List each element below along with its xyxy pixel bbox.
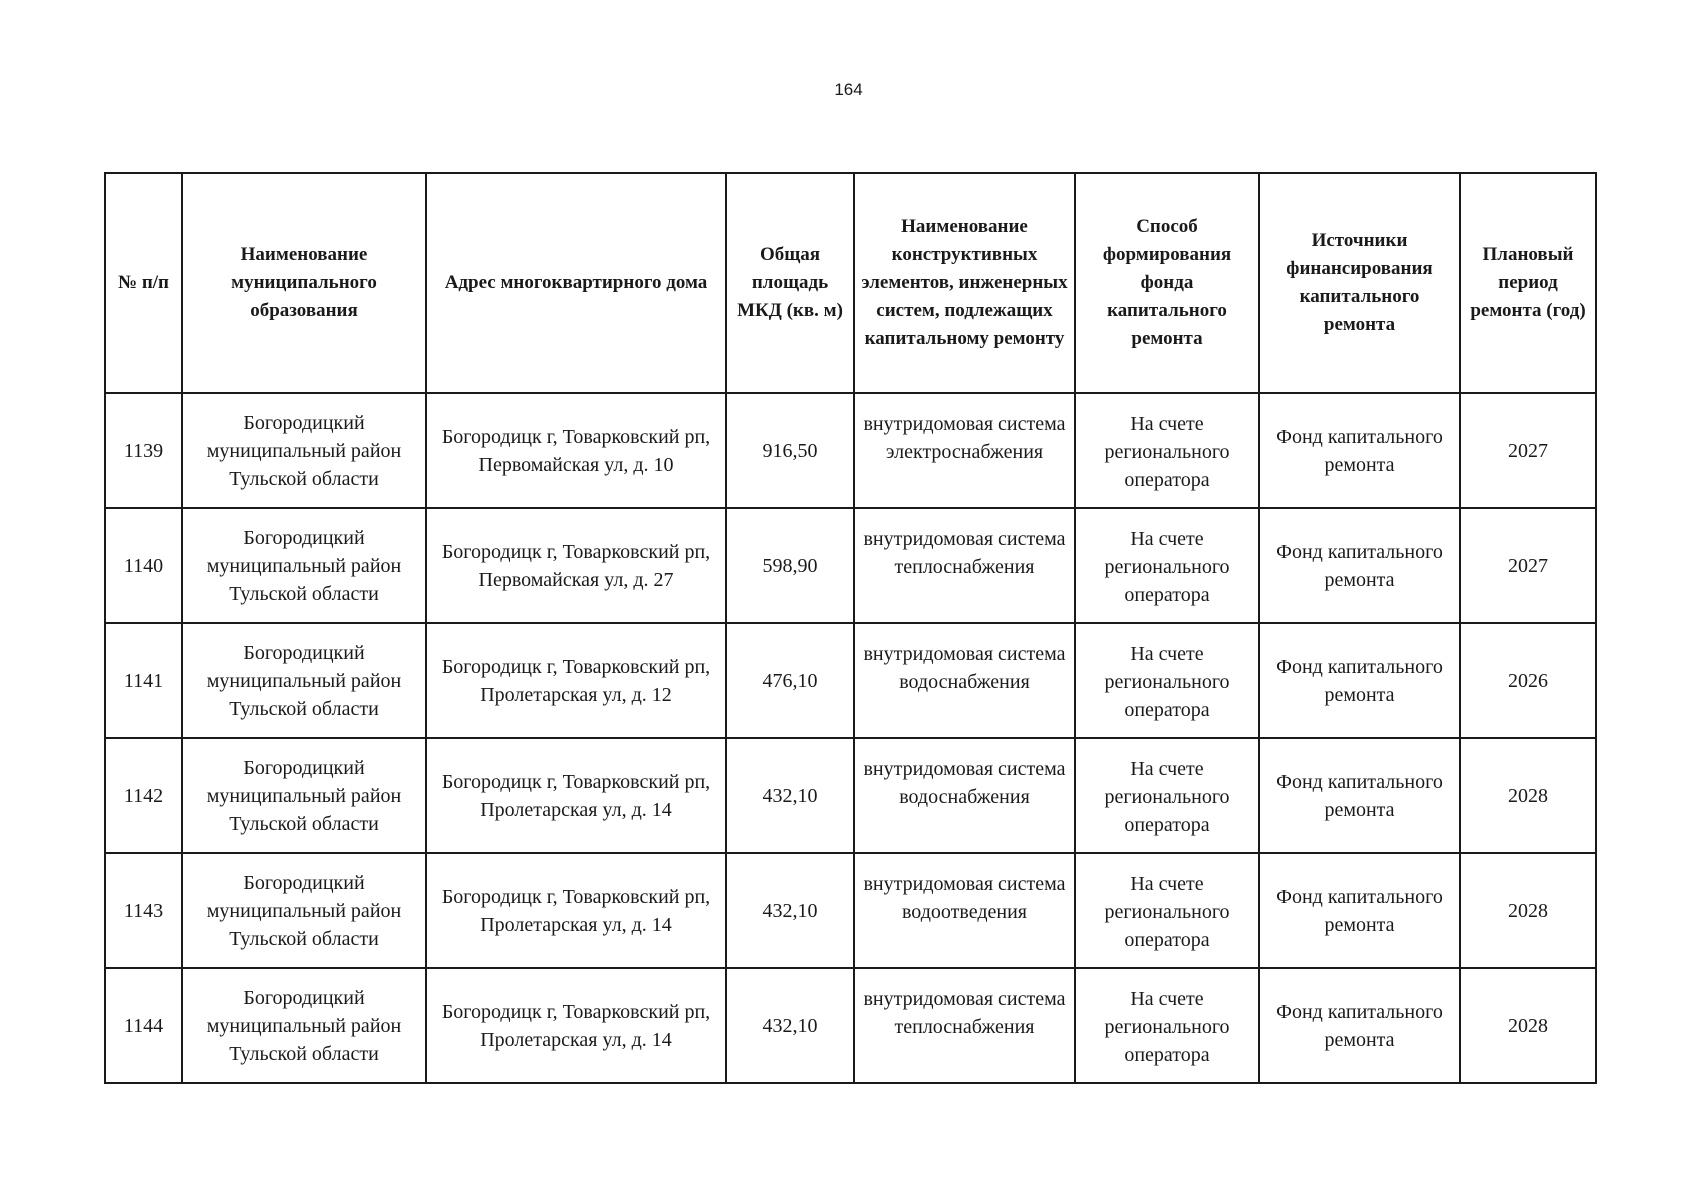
header-source: Источники финансирования капитального ремонта [1259,173,1460,393]
cell-num: 1140 [105,508,182,623]
cell-period: 2026 [1460,623,1596,738]
cell-period: 2028 [1460,968,1596,1083]
cell-source: Фонд капитального ремонта [1259,508,1460,623]
header-elements: Наименование конструктивных элементов, инженерных систем, подлежащих капитальному ремонту [854,173,1075,393]
cell-elements: внутридомовая система теплоснабжения [854,508,1075,623]
cell-municipality: Богородицкий муниципальный район Тульской области [182,623,426,738]
table-row [105,508,1596,623]
header-method: Способ формирования фонда капитального ремонта [1075,173,1259,393]
cell-area: 432,10 [726,738,854,853]
cell-address: Богородицк г, Товарковский рп, Первомайская ул, д. 10 [426,393,726,508]
cell-period: 2027 [1460,508,1596,623]
header-municipality: Наименование муниципального образования [182,173,426,393]
cell-source: Фонд капитального ремонта [1259,738,1460,853]
cell-elements: внутридомовая система водоснабжения [854,623,1075,738]
cell-period: 2027 [1460,393,1596,508]
cell-municipality: Богородицкий муниципальный район Тульской области [182,968,426,1083]
table-row [105,393,1596,508]
cell-source: Фонд капитального ремонта [1259,393,1460,508]
cell-municipality: Богородицкий муниципальный район Тульской области [182,853,426,968]
cell-method: На счете регионального оператора [1075,738,1259,853]
cell-area: 476,10 [726,623,854,738]
cell-method: На счете регионального оператора [1075,508,1259,623]
cell-num: 1143 [105,853,182,968]
cell-num: 1139 [105,393,182,508]
cell-period: 2028 [1460,738,1596,853]
header-num: № п/п [105,173,182,393]
header-period: Плановый период ремонта (год) [1460,173,1596,393]
cell-municipality: Богородицкий муниципальный район Тульской области [182,393,426,508]
cell-num: 1141 [105,623,182,738]
cell-method: На счете регионального оператора [1075,393,1259,508]
cell-address: Богородицк г, Товарковский рп, Пролетарская ул, д. 14 [426,968,726,1083]
cell-source: Фонд капитального ремонта [1259,623,1460,738]
header-area: Общая площадь МКД (кв. м) [726,173,854,393]
cell-address: Богородицк г, Товарковский рп, Пролетарская ул, д. 12 [426,623,726,738]
cell-elements: внутридомовая система водоснабжения [854,738,1075,853]
cell-num: 1144 [105,968,182,1083]
table-row [105,968,1596,1083]
table-row [105,738,1596,853]
cell-method: На счете регионального оператора [1075,623,1259,738]
cell-municipality: Богородицкий муниципальный район Тульской области [182,738,426,853]
cell-area: 916,50 [726,393,854,508]
cell-elements: внутридомовая система водоотведения [854,853,1075,968]
cell-address: Богородицк г, Товарковский рп, Первомайская ул, д. 27 [426,508,726,623]
cell-area: 432,10 [726,853,854,968]
cell-area: 432,10 [726,968,854,1083]
cell-source: Фонд капитального ремонта [1259,968,1460,1083]
cell-source: Фонд капитального ремонта [1259,853,1460,968]
table-row [105,623,1596,738]
cell-area: 598,90 [726,508,854,623]
page-number: 164 [834,80,863,99]
table-row [105,853,1596,968]
cell-elements: внутридомовая система электроснабжения [854,393,1075,508]
cell-method: На счете регионального оператора [1075,853,1259,968]
cell-municipality: Богородицкий муниципальный район Тульской области [182,508,426,623]
header-address: Адрес многоквартирного дома [426,173,726,393]
cell-num: 1142 [105,738,182,853]
cell-elements: внутридомовая система теплоснабжения [854,968,1075,1083]
table-header-row [105,173,1596,393]
repair-plan-table [104,172,1597,1084]
cell-address: Богородицк г, Товарковский рп, Пролетарская ул, д. 14 [426,738,726,853]
cell-period: 2028 [1460,853,1596,968]
cell-method: На счете регионального оператора [1075,968,1259,1083]
cell-address: Богородицк г, Товарковский рп, Пролетарская ул, д. 14 [426,853,726,968]
